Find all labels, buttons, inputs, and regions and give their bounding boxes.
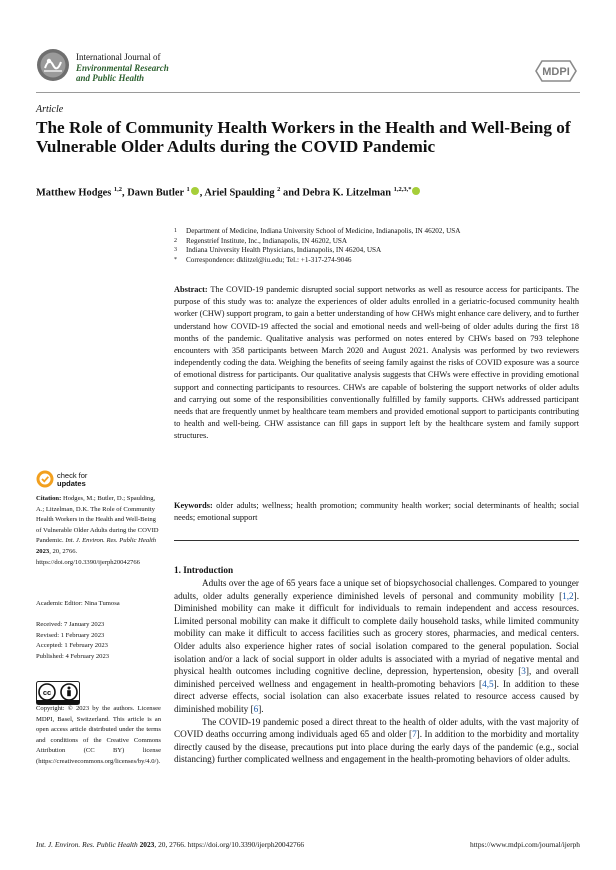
svg-text:cc: cc — [42, 688, 52, 697]
revised-date: Revised: 1 February 2023 — [36, 631, 105, 639]
keywords-text: older adults; wellness; health promotion; community health worker; social determinants of health; social needs; emotional support — [174, 501, 579, 523]
check-for-updates-button[interactable] — [36, 470, 132, 492]
body-paragraph: The COVID-19 pandemic posed a direct threat to the health of older adults, with the vast majority of COVID deaths occurring among individuals aged 65 and older [7]. In addition to the morbidity and mortality directly caused by the disease, precautions put into place during the early days of the pandemic (e.g., social distancing) further complicated wellness and engagement in the health-promoting behaviors of older adults. — [174, 716, 579, 765]
abstract-divider — [174, 540, 579, 541]
journal-name-line3: and Public Health — [76, 73, 145, 83]
author-list: Matthew Hodges $^{1,2}$, Dawn Butler $^1$ , Ariel Spaulding $^2$ and Debra K. Litzelman $^{1,2,3,*}$ — [36, 186, 576, 198]
author-name: Ariel Spaulding — [204, 187, 278, 199]
received-date: Received: 7 January 2023 — [36, 621, 105, 628]
author-affiliation-marker: 1,2 — [113, 186, 123, 193]
journal-name-line2: Environmental Research — [76, 62, 169, 73]
publication-dates — [36, 620, 161, 662]
reference-link[interactable]: 3 — [521, 666, 526, 677]
abstract-text: The COVID-19 pandemic disrupted social support networks as well as resource access for participants. The purpose of this study was to: analyze the experiences of older adults enrolled in a geriatric-focused community health worker (CHW) support program, to gain a better understanding of how CHWs might enhance care delivery, and to further understand how COVID-19 affected the social and emotional needs and well-being of older adults during the first 18 months of the pandemic. Qualitative analysis was performed on notes entered by CHWs based on 793 telephone encounters with 358 participants between March 2020 and August 2021. Analysis was performed by two reviewers independently coding the data. Weighing the benefits of seeing family against the risks of COVID exposure was a source of emotional distress for participants. Our qualitative analysis suggests that CHWs were effective in providing emotional support and connecting participants to resources. CHWs are capable of bolstering the support networks of older adults and carrying out some of the responsibilities conventionally fulfilled by family supports. CHWs addressed participant needs that are frequently unmet by healthcare team members and provided emotional support to participants contributing to health and well-being. CHW assistance can fill gaps in support left by the healthcare system and family support structures. — [174, 285, 579, 441]
journal-name — [76, 52, 169, 84]
page-footer — [36, 840, 580, 849]
copyright-notice: Copyright: © 2023 by the authors. Licensee MDPI, Basel, Switzerland. This article is an open access article distributed under the terms and conditions of the Creative Commons Attribution (CC BY) license (https://creativecommons.org/licenses/by/4.0/). — [36, 705, 161, 765]
reference-link[interactable]: 6 — [253, 703, 259, 714]
check-for-updates-icon — [36, 470, 54, 488]
reference-link[interactable]: 7 — [412, 729, 417, 740]
section-heading: 1. Introduction — [174, 565, 234, 575]
journal-name-line1: International Journal of — [76, 52, 161, 62]
author-affiliation-marker: 1,2,3,* — [393, 186, 412, 193]
article-title: The Role of Community Health Workers in the Health and Well-Being of Vulnerable Older Adults during the COVID Pandemic — [36, 118, 571, 156]
orcid-icon[interactable] — [191, 187, 199, 195]
footer-journal-link[interactable]: https://www.mdpi.com/journal/ijerph — [470, 840, 580, 849]
author-name: Dawn Butler — [127, 187, 187, 199]
author-name: Debra K. Litzelman — [302, 187, 394, 199]
affiliation-item: 3 Indiana University Health Physicians, Indianapolis, IN 46204, USA — [174, 246, 382, 255]
citation-year: 2023 — [36, 547, 50, 555]
citation-rest: , 20, 2766. https://doi.org/10.3390/ijerph20042766 — [36, 547, 140, 566]
cc-by-icon[interactable] — [36, 681, 80, 705]
check-for-updates-line1: check for — [57, 471, 88, 480]
footer-citation: Int. J. Environ. Res. Public Health 2023, 20, 2766. https://doi.org/10.3390/ijerph20042766 — [36, 840, 305, 849]
affiliation-item: 1 Department of Medicine, Indiana University School of Medicine, Indianapolis, IN 46202, USA — [174, 227, 461, 235]
mdpi-logo — [534, 59, 578, 83]
citation — [36, 494, 161, 568]
keywords-label: Keywords: — [174, 501, 213, 510]
journal-logo-icon — [36, 48, 70, 82]
body-paragraph: Adults over the age of 65 years face a unique set of biopsychosocial challenges. Compared to younger adults, older adults generally experience diminished levels of personal and community mobility [1,2]. Diminished mobility can make it difficult for individuals to remain independent and access resources. Limited personal mobility can make it difficult to complete daily household tasks, while limited community mobility can make it difficult to access facilities such as grocery stores, pharmacies, and medical centers. Older adults also experience higher rates of social isolation compared to the general population. Social isolation and/or a lack of social support in older adults is associated with a myriad of negative mental and physical health outcomes including cognitive decline, depression, hypertension, obesity [3], and overall diminished perceived wellness and engagement in health-promoting behaviors [4,5]. In addition to these direct adverse effects, social isolation can also exacerbate issues related to resource access caused by diminished mobility [6]. — [174, 578, 579, 714]
citation-text: Hodges, M.; Butler, D.; Spaulding, A.; Litzelman, D.K. The Role of Community Health Workers in the Health and Well-Being of Vulnerable Older Adults during the COVID Pandemic. — [36, 495, 159, 545]
accepted-date: Accepted: 1 February 2023 — [36, 642, 108, 650]
article-type: Article — [36, 104, 64, 115]
keywords — [174, 500, 579, 524]
section-body — [174, 577, 579, 766]
academic-editor: Academic Editor: Nina Tumosa — [36, 600, 120, 607]
orcid-icon[interactable] — [412, 187, 420, 195]
citation-label: Citation: — [36, 495, 62, 502]
correspondence: * Correspondence: dklitzel@iu.edu; Tel.: +1-317-274-9046 — [174, 255, 352, 264]
mdpi-logo-text: MDPI — [542, 66, 570, 78]
citation-journal: Int. J. Environ. Res. Public Health — [65, 537, 157, 545]
author-name: Matthew Hodges — [36, 187, 114, 199]
reference-link[interactable]: 4,5 — [482, 678, 494, 689]
check-for-updates-line2: updates — [57, 479, 86, 489]
header-divider — [36, 92, 580, 93]
published-date: Published: 4 February 2023 — [36, 652, 110, 660]
abstract — [174, 284, 579, 443]
reference-link[interactable]: 1,2 — [562, 590, 574, 601]
author-affiliation-marker: 2 — [277, 186, 281, 193]
affiliations — [174, 227, 579, 265]
abstract-label: Abstract: — [174, 285, 208, 294]
affiliation-item: 2 Regenstrief Institute, Inc., Indianapolis, IN 46202, USA — [174, 236, 348, 245]
author-affiliation-marker: 1 — [186, 186, 190, 193]
